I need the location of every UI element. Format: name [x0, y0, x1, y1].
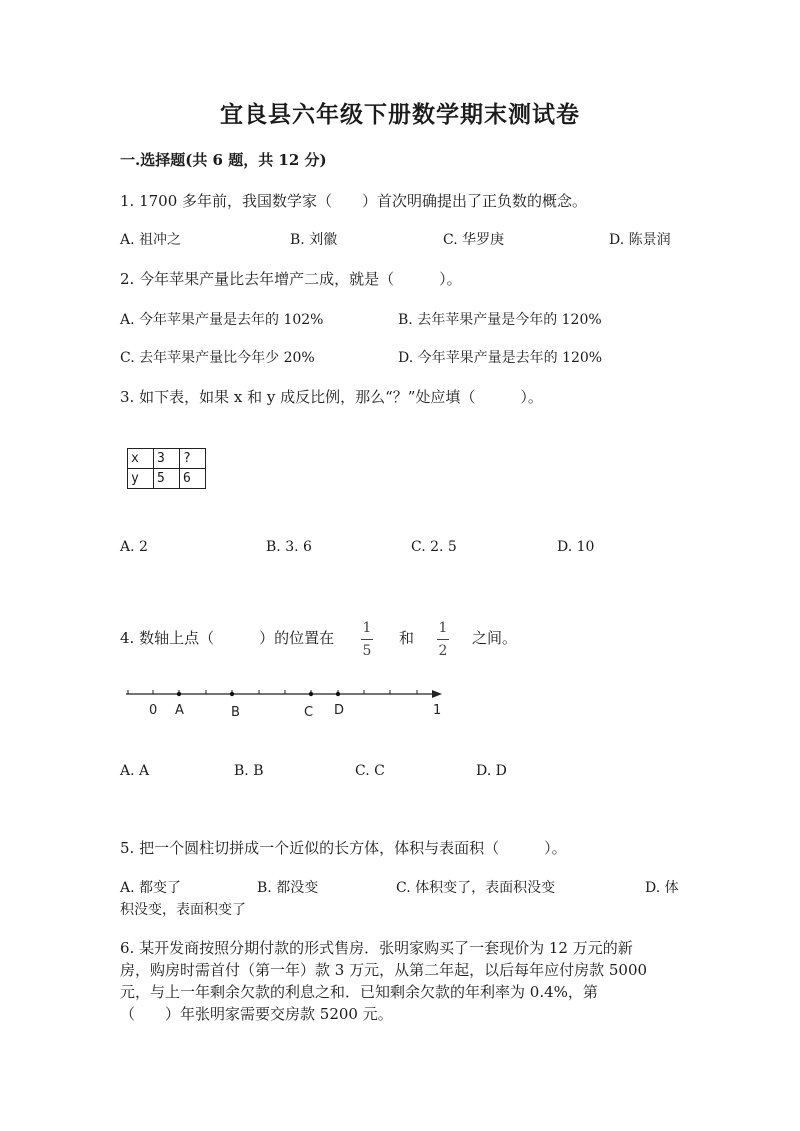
q4-option-a: A. A [120, 763, 150, 779]
question-4-text: 4. 数轴上点（ ）的位置在 [120, 629, 335, 647]
question-6-line-1: 6. 某开发商按照分期付款的形式售房．张明家购买了一套现价为 12 万元的新 [120, 939, 633, 957]
point-b-dot [230, 692, 234, 696]
question-2-text: 2. 今年苹果产量比去年增产二成，就是（ ）。 [120, 270, 462, 288]
fraction-numerator: 1 [362, 620, 372, 636]
q5-option-d: D. 体 [645, 880, 679, 896]
table-cell: ? [180, 449, 206, 469]
point-d-dot [336, 692, 340, 696]
q5-option-b: B. 都没变 [257, 880, 319, 896]
q1-option-c: C. 华罗庚 [443, 232, 505, 248]
question-6-line-3: 元，与上一年剩余欠款的利息之和．已知剩余欠款的年利率为 0.4%，第 [120, 983, 598, 1001]
q2-option-c: C. 去年苹果产量比今年少 20% [120, 350, 315, 366]
fraction-denominator: 2 [438, 643, 448, 659]
table-cell: 6 [180, 469, 206, 489]
q2-option-a: A. 今年苹果产量是去年的 102% [120, 312, 324, 328]
q1-option-d: D. 陈景润 [609, 232, 671, 248]
xy-table [127, 448, 206, 489]
q5-option-a: A. 都变了 [120, 880, 182, 896]
q4-and-text: 和 [399, 629, 415, 647]
fraction-one-half [437, 620, 449, 659]
fraction-bar [437, 639, 449, 640]
question-5-text: 5. 把一个圆柱切拼成一个近似的长方体，体积与表面积（ ）。 [120, 839, 567, 857]
label-point-c: C [304, 705, 314, 720]
q2-option-d: D. 今年苹果产量是去年的 120% [398, 350, 603, 366]
q3-option-a: A. 2 [120, 539, 148, 555]
label-zero: 0 [149, 703, 158, 718]
question-6-line-4: （ ）年张明家需要交房款 5200 元。 [120, 1005, 393, 1023]
number-line [120, 680, 460, 725]
q5-option-c: C. 体积变了，表面积没变 [396, 880, 556, 896]
table-row-x [128, 449, 206, 469]
label-point-d: D [334, 703, 345, 718]
point-c-dot [309, 692, 313, 696]
q3-option-c: C. 2. 5 [411, 539, 457, 555]
fraction-numerator: 1 [438, 620, 448, 636]
table-cell: y [128, 469, 154, 489]
q4-option-d: D. D [476, 763, 507, 779]
label-point-a: A [175, 703, 184, 718]
fraction-denominator: 5 [362, 643, 372, 659]
q1-option-b: B. 刘徽 [290, 232, 338, 248]
page-title: 宜良县六年级下册数学期末测试卷 [220, 101, 580, 128]
q4-after-text: 之间。 [472, 629, 518, 647]
q1-option-a: A. 祖冲之 [120, 232, 182, 248]
q4-option-c: C. C [355, 763, 385, 779]
q4-option-b: B. B [234, 763, 264, 779]
table-cell: x [128, 449, 154, 469]
q3-option-d: D. 10 [557, 539, 595, 555]
question-6-line-2: 房，购房时需首付（第一年）款 3 万元，从第二年起，以后每年应付房款 5000 [120, 961, 648, 979]
question-3-text: 3. 如下表，如果 x 和 y 成反比例，那么“？”处应填（ ）。 [120, 388, 543, 406]
number-line-arrow [432, 690, 442, 698]
table-cell: 3 [154, 449, 180, 469]
q2-option-b: B. 去年苹果产量是今年的 120% [398, 312, 602, 328]
table-cell: 5 [154, 469, 180, 489]
fraction-bar [361, 639, 373, 640]
question-1-text: 1. 1700 多年前，我国数学家（ ）首次明确提出了正负数的概念。 [120, 192, 588, 210]
q5-option-d-continued: 积没变，表面积变了 [120, 902, 246, 918]
fraction-one-fifth [361, 620, 373, 659]
table-row-y [128, 469, 206, 489]
label-one: 1 [433, 703, 442, 718]
label-point-b: B [231, 705, 240, 720]
q3-option-b: B. 3. 6 [266, 539, 312, 555]
point-a-dot [177, 692, 181, 696]
section-heading: 一.选择题(共 6 题，共 12 分) [120, 151, 327, 169]
